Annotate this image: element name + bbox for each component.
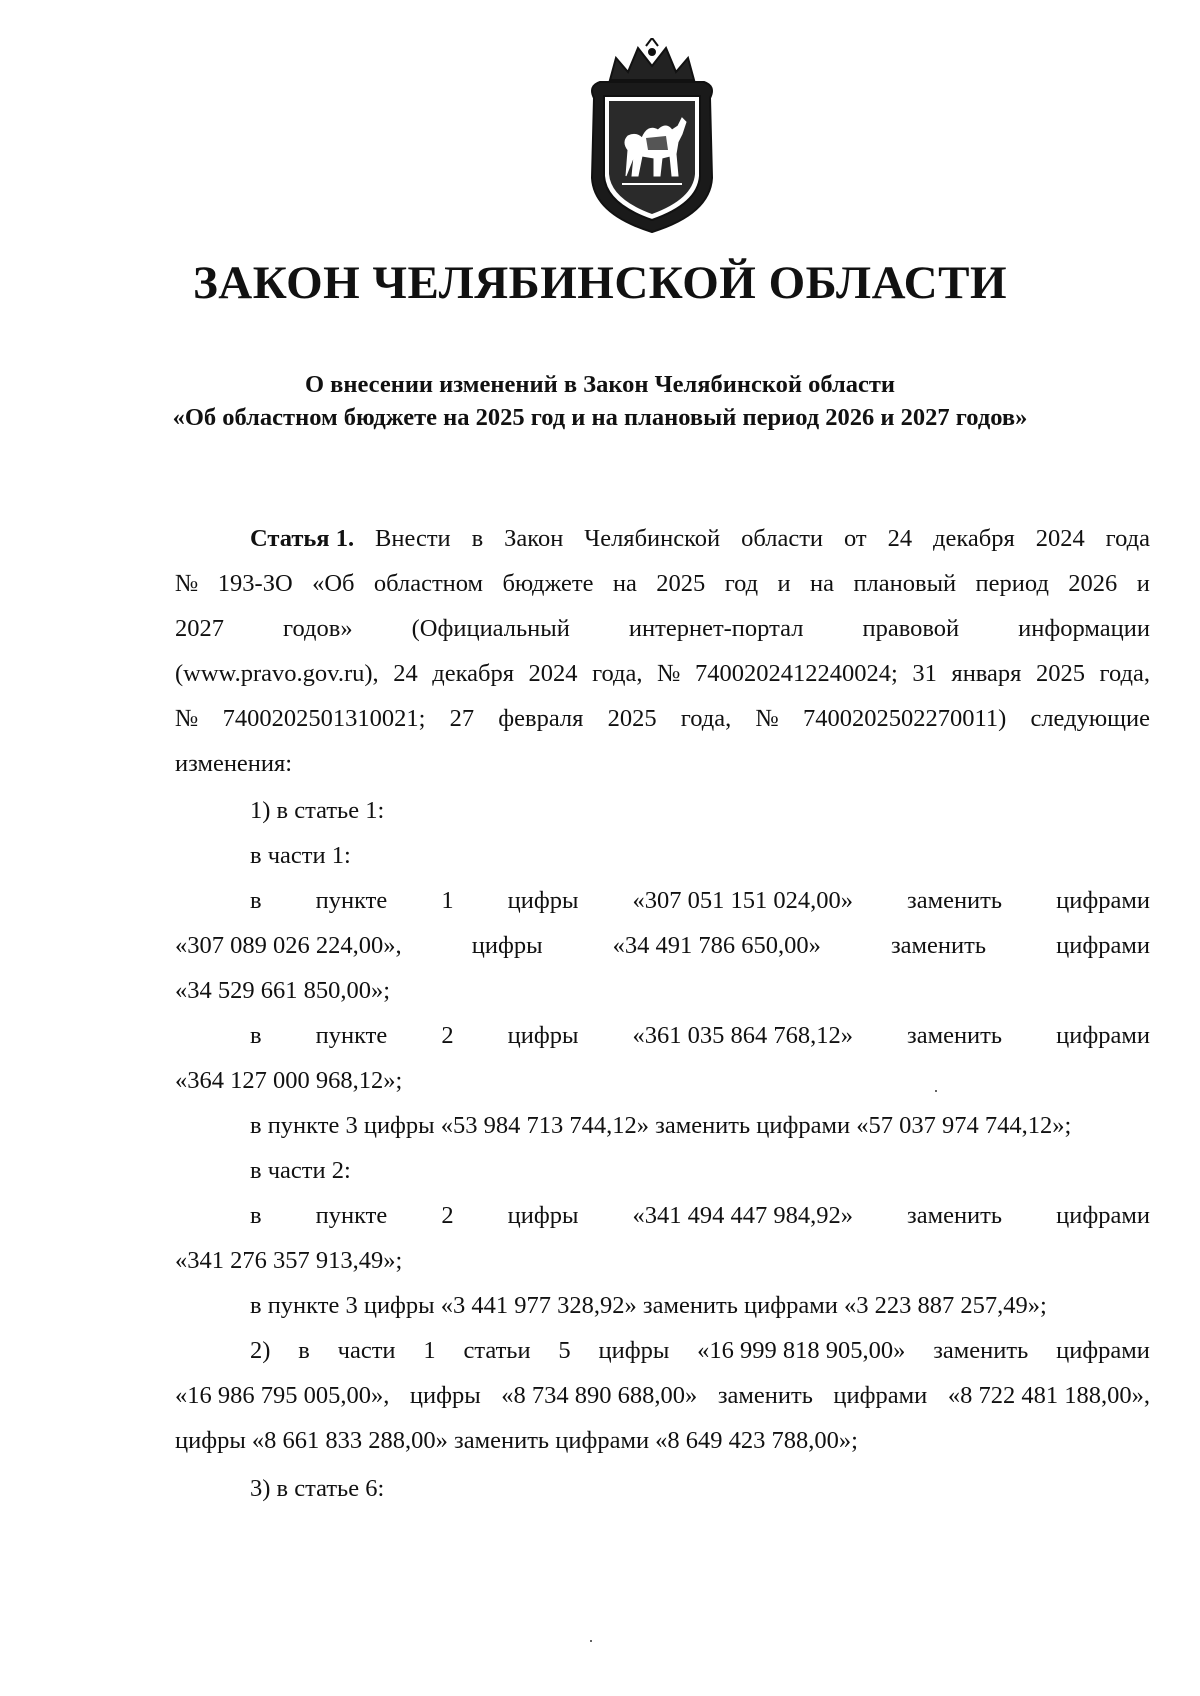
item-1: 1) в статье 1: (250, 797, 385, 824)
text-line: цифры «8 661 833 288,00» заменить цифрами «8 649 423 788,00»; (175, 1427, 858, 1454)
text-line: в пункте 2 цифры «341 494 447 984,92» заменить цифрами (250, 1202, 1150, 1229)
text-line: в пункте 3 цифры «53 984 713 744,12» заменить цифрами «57 037 974 744,12»; (250, 1112, 1072, 1139)
text-line: 2027 годов» (Официальный интернет-портал правовой информации (175, 615, 1150, 642)
text-line: «341 276 357 913,49»; (175, 1247, 403, 1274)
text-line: «307 089 026 224,00», цифры «34 491 786 650,00» заменить цифрами (175, 932, 1150, 959)
subtitle-line-2: «Об областном бюджете на 2025 год и на плановый период 2026 и 2027 годов» (172, 404, 1028, 431)
text-line: № 193-ЗО «Об областном бюджете на 2025 год и на плановый период 2026 и (175, 570, 1150, 597)
law-title: ЗАКОН ЧЕЛЯБИНСКОЙ ОБЛАСТИ (192, 257, 1008, 309)
text-line: Статья 1. Внести в Закон Челябинской области от 24 декабря 2024 года (175, 522, 1150, 555)
text-line: «364 127 000 968,12»; (175, 1067, 403, 1094)
article-label: Статья 1. (250, 525, 355, 552)
part-2-heading: в части 2: (250, 1157, 351, 1184)
text-line: в пункте 2 цифры «361 035 864 768,12» заменить цифрами (250, 1022, 1150, 1049)
chelyabinsk-coat-of-arms-icon (582, 38, 722, 234)
part-1-heading: в части 1: (250, 842, 351, 869)
scan-speck (590, 1640, 592, 1642)
text-line: в пункте 1 цифры «307 051 151 024,00» заменить цифрами (250, 887, 1150, 914)
scan-speck (935, 1090, 937, 1092)
item-2: 2) в части 1 статьи 5 цифры «16 999 818 905,00» заменить цифрами (250, 1337, 1150, 1364)
text-line: «34 529 661 850,00»; (175, 977, 391, 1004)
text-line: в пункте 3 цифры «3 441 977 328,92» заменить цифрами «3 223 887 257,49»; (250, 1292, 1047, 1319)
text-line: (www.pravo.gov.ru), 24 декабря 2024 года, № 7400202412240024; 31 января 2025 года, (175, 660, 1150, 687)
text-line: № 7400202501310021; 27 февраля 2025 года, № 7400202502270011) следующие (175, 705, 1150, 732)
law-subtitle (100, 368, 1100, 434)
text-line: изменения: (175, 750, 293, 777)
text-line: «16 986 795 005,00», цифры «8 734 890 688,00» заменить цифрами «8 722 481 188,00», (175, 1382, 1150, 1409)
item-3: 3) в статье 6: (250, 1475, 385, 1502)
subtitle-line-1: О внесении изменений в Закон Челябинской области (304, 371, 896, 398)
